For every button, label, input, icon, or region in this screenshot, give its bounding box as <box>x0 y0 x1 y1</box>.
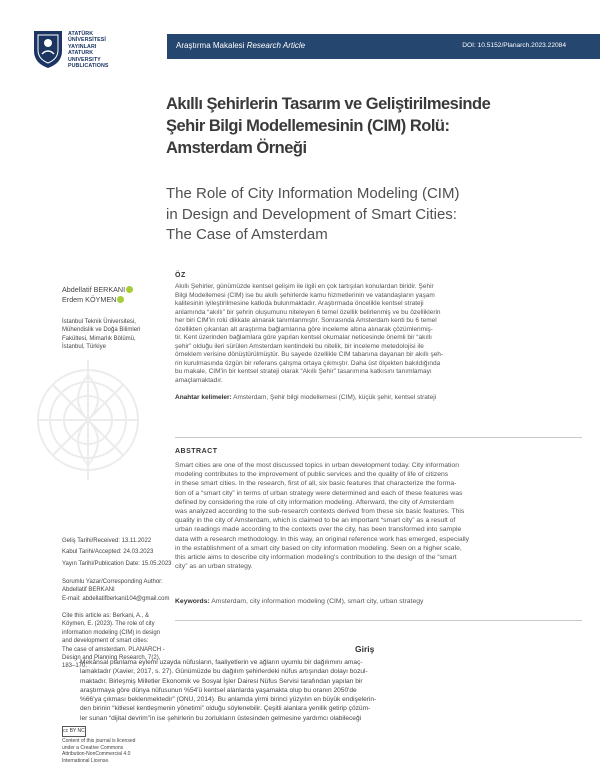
affiliation: İstanbul Teknik Üniversitesi, Mühendislik ve Doğa Bilimleri Fakültesi, Mimarlık Bölümü, İstanbul, Türkiye <box>62 319 141 351</box>
creative-commons-icon[interactable]: cc BY NC <box>62 726 86 737</box>
email-link[interactable]: E-mail: abdellatifberkani104@gmail.com <box>62 595 170 602</box>
publisher-logo <box>32 27 122 79</box>
article-header-bar <box>167 34 600 59</box>
decorative-ornament-icon <box>28 345 148 495</box>
author-list <box>62 285 162 304</box>
title-english: The Role of City Information Modeling (CIM) in Design and Development of Smart Cities: The Case of Amsterdam <box>166 185 460 243</box>
section-divider <box>175 620 582 621</box>
citation-note: Cite this article as: Berkani, A., & Köymen, E. (2023). The role of city information modeling (CIM) in design and development of smart cities: The case of amsterdam. PLANARCH - Design and Planning Research, 7(2), 183–170. <box>62 613 165 670</box>
license-note: Content of this journal is licensed under a Creative Commons Attribution-NonCommercial 4.0 International License. <box>62 738 136 764</box>
logo-text: ATATÜRK ÜNİVERSİTESİ YAYINLARI ATATURK UNIVERSITY PUBLICATIONS <box>68 31 109 70</box>
section-divider <box>175 437 582 438</box>
doi-link[interactable]: DOI: 10.5152/Planarch.2023.22084 <box>462 42 566 49</box>
orcid-icon[interactable] <box>126 286 133 293</box>
orcid-icon[interactable] <box>117 296 124 303</box>
abstract-paragraph: Smart cities are one of the most discussed topics in urban development today. City information modeling contributes to the improvement of public services and the quality of life of citizens in these smart cities. In the research, first of all, six basic features that characterize the forma- tion of a “smart city” in terms of urban strategy were determined and each of these features was defined by considering the role of city information modeling. Afterward, the city of Amsterdam was analyzed according to the sub-research contexts derived from these six basic features. This quality in the city of Amsterdam, which is claimed to be an important “smart city” as a result of urban readings made according to the contexts over the city, has been transformed into sample data with a research methodology. In this way, an original reference work has emerged, especially in the establishment of a smart city based on city information modeling. Seen on a higher scale, this article aims to describe city information modeling's contribution to the design of the “smart city” as an urban strategy. <box>175 462 470 571</box>
oz-heading: ÖZ <box>175 272 186 279</box>
author-2[interactable]: Erdem KÖYMEN <box>62 295 162 305</box>
title-turkish: Akıllı Şehirlerin Tasarım ve Geliştirilmesinde Şehir Bilgi Modellemesinin (CIM) Rolü: Amsterdam Örneği <box>166 95 491 157</box>
university-crest-icon <box>32 29 64 69</box>
oz-keywords: Anahtar kelimeler: Amsterdam, Şehir bilgi modellemesi (CIM), küçük şehir, kentsel strateji <box>175 394 437 401</box>
oz-paragraph: Akıllı Şehirler, günümüzde kentsel gelişim ile ilgili en çok tartışılan konulardan biridir. Şehir Bilgi Modellemesi (CIM) ise bu akıllı şehirlerde kamu hizmetlerinin ve vatandaşların yaşam kalitesinin iyileştirilmesine katkıda bulunmaktadır. Araştırmada öncelikle kentsel strateji anlamında “akıllı” bir şehrin oluşumunu niteleyen 6 temel özellik belirlenmiş ve bu özelliklerin her biri CIM'in rolü dikkate alınarak tanımlanmıştır. Sonrasında Amsterdam kenti bu 6 temel özellikten çıkarılan alt araştırma bağlamlarına göre inceleme altına alınarak çözümlenmiş- tir. Kent üzerinden bağlamlara göre yapılan kentsel okumalar neticesinde önemli bir “akıllı şehir” olduğu ileri sürülen Amsterdam kentindeki bu nitelik, bir inceleme metedolojisi ile örneklem verisine dönüştürülmüştür. Bu sayede özellikle CIM tabanına dayanan bir akıllı şeh- rin kurulmasında özgün bir referans çalışma ortaya çıkmıştır. Daha üst ölçekten bakıldığında bu makale, CIM'in bir kentsel strateji olarak “Akıllı Şehir” tasarımına katkısını tanımlamayı amaçlamaktadır. <box>175 283 444 384</box>
corresponding-author: Sorumlu Yazar/Corresponding Author: Abdellatif BERKANI E-mail: abdellatifberkani104@gmail.com <box>62 579 170 602</box>
abstract-heading: ABSTRACT <box>175 448 218 455</box>
author-1[interactable]: Abdellatif BERKANI <box>62 285 162 295</box>
abstract-keywords: Keywords: Amsterdam, city information modeling (CIM), smart city, urban strategy <box>175 598 424 605</box>
section-heading-giris: Giriş <box>355 644 375 654</box>
body-paragraph: Mekânsal planlama eylemi uzayda nüfusların, faaliyetlerin ve ağların uyumlu bir dağılımını amaç- lamaktadır (Xavier, 2017, s. 27). Günümüzde bu dağılım şehirlerdeki nüfus artışından dolayı bozul- maktadır. Birleşmiş Milletler Ekonomik ve Sosyal İşler Dairesi Nüfus Servisi tarafından yapılan bir araştırmaya göre dünya nüfusunun %54'ü kentsel alanlarda yaşamakta olup bu oranın 2050'de %66'ya çıkması beklenmektedir” (ONU, 2014). Bu anlamda yirmi birinci yüzyılın en büyük endişelerin- den birinin “kitlesel kentleşmenin yönetimi” olduğu söylenebilir. Çeşitli alanlara yenilik getirip çözüm- ler sunan “dijital devrim”in ise şehirlerin bu zorlukların üstesinden gelmesine yardımcı olabileceği <box>80 659 377 722</box>
article-dates: Geliş Tarihi/Received: 13.11.2022 Kabul Tarihi/Accepted: 24.03.2023 Yayın Tarihi/Publication Date: 15.05.2023 <box>62 538 172 567</box>
article-type: Araştırma Makalesi Research Article <box>176 41 306 50</box>
